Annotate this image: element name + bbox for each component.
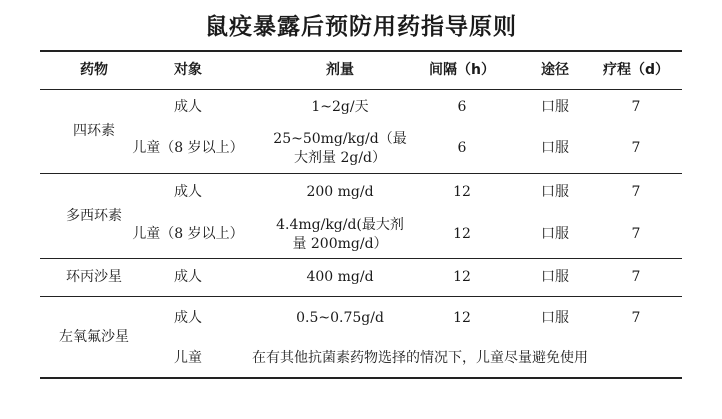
route-cell: 口服 xyxy=(541,309,569,326)
course-cell: 7 xyxy=(631,226,641,242)
dose-cell: 400 mg/d xyxy=(306,269,374,285)
route-cell: 口服 xyxy=(541,140,569,156)
target-cell: 成人 xyxy=(174,184,202,200)
target-cell: 儿童 xyxy=(174,349,202,366)
dose-cell: 200 mg/d xyxy=(306,184,374,200)
course-cell: 7 xyxy=(631,269,641,285)
target-cell: 成人 xyxy=(174,269,202,285)
course-cell: 7 xyxy=(631,184,641,200)
header-target: 对象 xyxy=(174,62,202,78)
dose-line: 4.4mg/kg/d(最大剂 xyxy=(276,216,404,233)
pediatric-note: 在有其他抗菌素药物选择的情况下，儿童尽量避免使用 xyxy=(252,349,588,366)
drug-name: 四环素 xyxy=(73,123,115,139)
header-dose: 剂量 xyxy=(326,62,354,78)
course-cell: 7 xyxy=(631,140,641,156)
target-cell: 儿童（8 岁以上） xyxy=(132,140,244,156)
course-cell: 7 xyxy=(631,309,641,326)
dose-cell xyxy=(252,211,428,258)
route-cell: 口服 xyxy=(541,98,569,115)
interval-cell: 12 xyxy=(453,269,471,285)
target-cell: 成人 xyxy=(174,98,202,115)
dose-line: 量 200mg/d） xyxy=(292,235,388,252)
interval-cell: 12 xyxy=(453,309,471,326)
interval-cell: 6 xyxy=(457,98,467,115)
drug-name: 环丙沙星 xyxy=(66,269,122,285)
target-cell: 成人 xyxy=(174,309,202,326)
course-cell: 7 xyxy=(631,98,641,115)
route-cell: 口服 xyxy=(541,226,569,242)
route-cell: 口服 xyxy=(541,269,569,285)
interval-cell: 6 xyxy=(457,140,467,156)
dose-cell: 1~2g/天 xyxy=(311,98,369,115)
header-interval: 间隔（h） xyxy=(429,62,495,78)
header-course: 疗程（d） xyxy=(602,62,670,78)
table-bottom-rule xyxy=(40,377,682,379)
page-title: 鼠疫暴露后预防用药指导原则 xyxy=(205,14,517,40)
header-route: 途径 xyxy=(541,62,569,78)
dose-line: 25~50mg/kg/d（最 xyxy=(273,130,407,147)
route-cell: 口服 xyxy=(541,184,569,200)
drug-name: 多西环素 xyxy=(66,207,122,224)
dose-line: 大剂量 2g/d） xyxy=(294,149,386,166)
interval-cell: 12 xyxy=(453,184,471,200)
target-cell: 儿童（8 岁以上） xyxy=(132,226,244,242)
dose-cell xyxy=(252,124,428,173)
dose-cell: 0.5~0.75g/d xyxy=(296,309,384,326)
interval-cell: 12 xyxy=(453,226,471,242)
header-drug: 药物 xyxy=(80,62,108,78)
drug-name: 左氧氟沙星 xyxy=(59,328,129,345)
